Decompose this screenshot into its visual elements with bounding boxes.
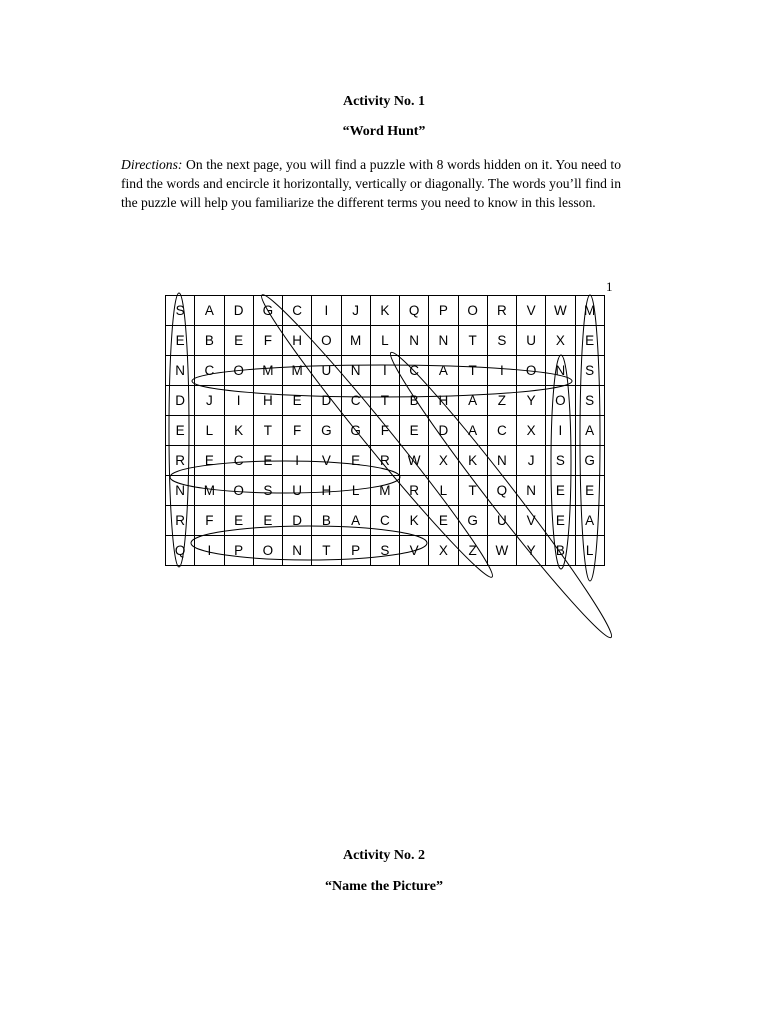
grid-cell: X: [429, 446, 458, 476]
grid-cell: N: [517, 476, 546, 506]
grid-cell: L: [370, 326, 399, 356]
grid-cell: X: [517, 416, 546, 446]
grid-cell: N: [341, 356, 370, 386]
grid-cell: O: [224, 476, 253, 506]
grid-cell: F: [253, 326, 282, 356]
grid-cell: R: [400, 476, 429, 506]
grid-cell: M: [283, 356, 312, 386]
grid-cell: O: [546, 386, 575, 416]
grid-row: [166, 506, 605, 536]
grid-cell: G: [253, 296, 282, 326]
word-search-grid: [165, 295, 605, 566]
grid-cell: C: [224, 446, 253, 476]
grid-cell: E: [166, 416, 195, 446]
grid-cell: A: [195, 296, 224, 326]
grid-cell: H: [253, 386, 282, 416]
grid-cell: F: [283, 416, 312, 446]
grid-cell: E: [400, 416, 429, 446]
grid-cell: I: [195, 536, 224, 566]
grid-cell: A: [458, 416, 487, 446]
grid-cell: C: [370, 506, 399, 536]
grid-cell: E: [166, 326, 195, 356]
activity-2-subtitle: “Name the Picture”: [325, 879, 443, 894]
grid-cell: O: [517, 356, 546, 386]
grid-cell: S: [575, 356, 604, 386]
grid-cell: I: [546, 416, 575, 446]
grid-cell: T: [458, 476, 487, 506]
grid-cell: Z: [487, 386, 516, 416]
grid-cell: L: [195, 416, 224, 446]
grid-cell: M: [253, 356, 282, 386]
grid-cell: A: [575, 506, 604, 536]
grid-cell: O: [224, 356, 253, 386]
grid-cell: D: [312, 386, 341, 416]
grid-cell: G: [312, 416, 341, 446]
grid-cell: V: [517, 296, 546, 326]
grid-cell: E: [195, 446, 224, 476]
grid-cell: Q: [400, 296, 429, 326]
grid-row: [166, 416, 605, 446]
grid-cell: V: [312, 446, 341, 476]
grid-cell: N: [400, 326, 429, 356]
grid-cell: E: [253, 446, 282, 476]
grid-cell: Y: [517, 386, 546, 416]
grid-cell: N: [487, 446, 516, 476]
grid-cell: W: [487, 536, 516, 566]
grid-cell: M: [195, 476, 224, 506]
grid-cell: N: [429, 326, 458, 356]
grid-cell: T: [312, 536, 341, 566]
grid-cell: B: [312, 506, 341, 536]
grid-cell: R: [487, 296, 516, 326]
page-number: 1: [606, 279, 613, 294]
grid-cell: I: [312, 296, 341, 326]
grid-cell: T: [458, 356, 487, 386]
grid-cell: E: [224, 326, 253, 356]
grid-cell: A: [575, 416, 604, 446]
grid-cell: I: [224, 386, 253, 416]
grid-cell: C: [195, 356, 224, 386]
grid-cell: S: [166, 296, 195, 326]
grid-row: [166, 356, 605, 386]
grid-cell: E: [253, 506, 282, 536]
grid-cell: H: [283, 326, 312, 356]
grid-cell: U: [283, 476, 312, 506]
grid-cell: S: [487, 326, 516, 356]
grid-cell: U: [487, 506, 516, 536]
grid-cell: U: [517, 326, 546, 356]
grid-cell: Z: [458, 536, 487, 566]
grid-row: [166, 446, 605, 476]
grid-cell: L: [429, 476, 458, 506]
grid-cell: R: [166, 506, 195, 536]
grid-cell: T: [458, 326, 487, 356]
grid-cell: U: [312, 356, 341, 386]
grid-cell: P: [429, 296, 458, 326]
grid-cell: P: [341, 536, 370, 566]
grid-cell: R: [370, 446, 399, 476]
grid-cell: D: [429, 416, 458, 446]
grid-cell: Y: [517, 536, 546, 566]
grid-cell: M: [341, 326, 370, 356]
grid-cell: S: [253, 476, 282, 506]
grid-cell: B: [400, 386, 429, 416]
grid-cell: G: [341, 416, 370, 446]
grid-cell: M: [575, 296, 604, 326]
grid-cell: X: [429, 536, 458, 566]
grid-row: [166, 326, 605, 356]
grid-cell: N: [283, 536, 312, 566]
grid-cell: E: [429, 506, 458, 536]
grid-cell: D: [224, 296, 253, 326]
grid-row: [166, 476, 605, 506]
grid-cell: T: [253, 416, 282, 446]
grid-cell: C: [400, 356, 429, 386]
grid-cell: S: [575, 386, 604, 416]
grid-cell: M: [370, 476, 399, 506]
grid-cell: B: [546, 536, 575, 566]
grid-cell: E: [575, 326, 604, 356]
grid-cell: W: [546, 296, 575, 326]
grid-cell: E: [546, 476, 575, 506]
grid-cell: L: [575, 536, 604, 566]
grid-cell: J: [517, 446, 546, 476]
grid-cell: K: [458, 446, 487, 476]
grid-cell: T: [370, 386, 399, 416]
grid-cell: R: [166, 446, 195, 476]
grid-cell: K: [370, 296, 399, 326]
directions-paragraph: [121, 155, 621, 212]
grid-cell: G: [458, 506, 487, 536]
grid-cell: O: [458, 296, 487, 326]
directions-text: On the next page, you will find a puzzle with 8 words hidden on it. You need to find the words and encircle it horizontally, vertically or diagonally. The words you’ll find in the puzzle will help you familiarize the different terms you need to know in this lesson.: [121, 157, 621, 210]
activity-1-title: Activity No. 1: [342, 94, 426, 109]
grid-cell: C: [283, 296, 312, 326]
grid-cell: C: [341, 386, 370, 416]
grid-cell: J: [195, 386, 224, 416]
grid-cell: D: [283, 506, 312, 536]
grid-cell: H: [429, 386, 458, 416]
grid-cell: I: [370, 356, 399, 386]
directions-label: Directions:: [121, 157, 183, 172]
grid-cell: X: [546, 326, 575, 356]
grid-cell: C: [487, 416, 516, 446]
grid-row: [166, 536, 605, 566]
grid-cell: F: [195, 506, 224, 536]
grid-cell: N: [166, 476, 195, 506]
grid-cell: P: [224, 536, 253, 566]
activity-1-subtitle: “Word Hunt”: [342, 124, 426, 139]
grid-cell: V: [400, 536, 429, 566]
grid-cell: K: [224, 416, 253, 446]
grid-cell: B: [195, 326, 224, 356]
grid-cell: V: [517, 506, 546, 536]
grid-cell: D: [166, 386, 195, 416]
grid-cell: E: [341, 446, 370, 476]
grid-cell: Q: [166, 536, 195, 566]
grid-cell: K: [400, 506, 429, 536]
grid-cell: N: [166, 356, 195, 386]
grid-cell: H: [312, 476, 341, 506]
grid-cell: N: [546, 356, 575, 386]
grid-cell: O: [312, 326, 341, 356]
grid-cell: E: [575, 476, 604, 506]
grid-cell: E: [546, 506, 575, 536]
activity-2-title: Activity No. 2: [342, 848, 426, 863]
grid-cell: E: [283, 386, 312, 416]
grid-cell: S: [546, 446, 575, 476]
grid-cell: O: [253, 536, 282, 566]
grid-cell: S: [370, 536, 399, 566]
grid-row: [166, 296, 605, 326]
grid-cell: L: [341, 476, 370, 506]
grid-cell: Q: [487, 476, 516, 506]
grid-cell: F: [370, 416, 399, 446]
grid-cell: A: [341, 506, 370, 536]
grid-cell: G: [575, 446, 604, 476]
grid-cell: W: [400, 446, 429, 476]
grid-cell: A: [458, 386, 487, 416]
grid-row: [166, 386, 605, 416]
grid-cell: E: [224, 506, 253, 536]
grid-cell: J: [341, 296, 370, 326]
grid-cell: I: [283, 446, 312, 476]
grid-cell: I: [487, 356, 516, 386]
grid-cell: A: [429, 356, 458, 386]
